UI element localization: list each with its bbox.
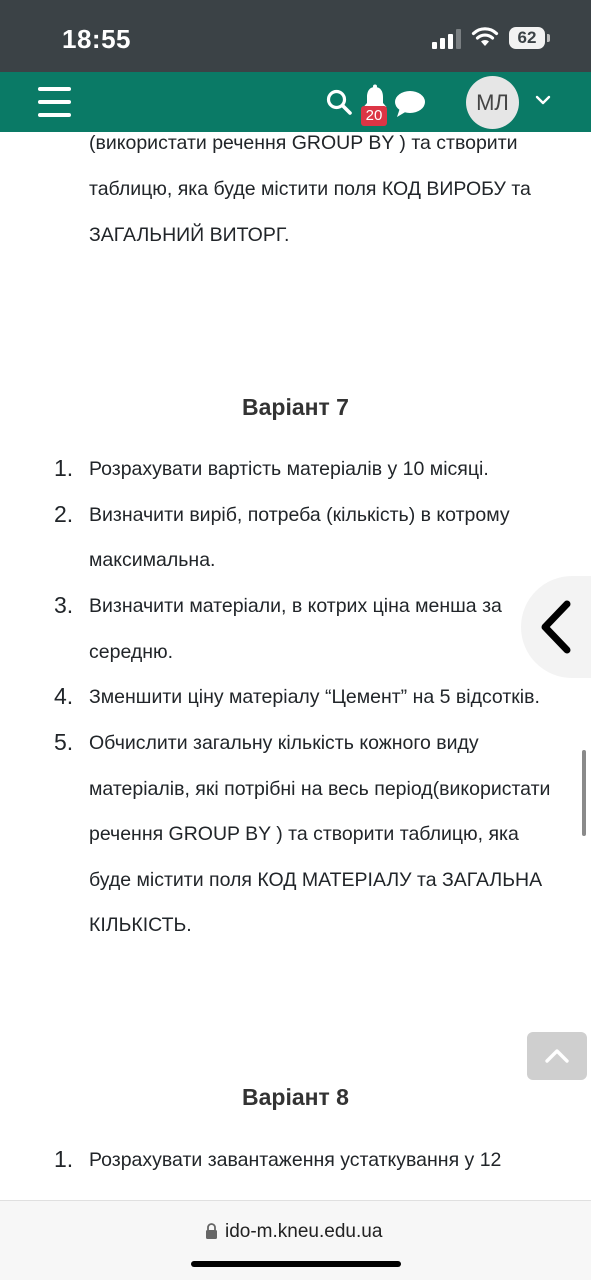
list-item: Зменшити ціну матеріалу “Цемент” на 5 відсотків. [89,686,540,708]
chevron-up-icon [544,1046,570,1064]
list-item: Обчислити загальну кількість кожного виду [89,732,479,754]
list-item: максимальна. [89,549,216,571]
browser-url-bar[interactable] [0,1200,591,1280]
app-header [0,72,591,132]
menu-icon[interactable] [38,86,71,118]
list-item: речення GROUP BY ) та створити таблицю, яка [89,823,519,845]
status-bar [0,0,591,72]
list-item: середню. [89,641,174,663]
search-icon[interactable] [325,88,353,116]
chevron-left-icon [539,600,575,654]
chat-icon[interactable] [394,90,426,118]
url-text[interactable]: ido-m.kneu.edu.ua [225,1221,383,1242]
back-to-top-button[interactable] [527,1032,587,1080]
text-line: (використати речення GROUP BY ) та створити [89,132,518,154]
list-item: Визначити матеріали, в котрих ціна менша за [89,595,502,617]
list-item: матеріалів, які потрібні на весь період(використати [89,778,551,800]
status-time: 18:55 [62,24,131,54]
list-item: буде містити поля КОД МАТЕРІАЛУ та ЗАГАЛЬНА [89,869,543,891]
list-item: КІЛЬКІСТЬ. [89,914,192,936]
list-number: 1. [54,1146,74,1172]
list-item: Визначити виріб, потреба (кількість) в котрому [89,504,510,526]
section-heading: Варіант 7 [242,394,349,420]
scrollbar[interactable] [582,750,586,836]
list-item: Розрахувати завантаження устаткування у 12 [89,1149,502,1171]
list-number: 3. [54,592,74,618]
battery-tip [547,34,550,42]
avatar[interactable]: МЛ [466,76,519,129]
text-line: ЗАГАЛЬНИЙ ВИТОРГ. [89,224,290,246]
chevron-down-icon[interactable] [535,94,551,106]
list-number: 4. [54,683,74,709]
lock-icon [205,1223,218,1240]
notification-badge: 20 [361,106,387,126]
cellular-signal-icon [432,29,462,49]
list-item: Розрахувати вартість матеріалів у 10 місяці. [89,458,489,480]
section-heading: Варіант 8 [242,1084,349,1110]
home-indicator[interactable] [191,1261,401,1267]
text-line: таблицю, яка буде містити поля КОД ВИРОБУ та [89,178,531,200]
list-number: 1. [54,455,74,481]
list-number: 2. [54,501,74,527]
wifi-icon [471,26,499,48]
page-content [0,132,591,1200]
battery-indicator: 62 [509,27,545,49]
list-number: 5. [54,729,74,755]
